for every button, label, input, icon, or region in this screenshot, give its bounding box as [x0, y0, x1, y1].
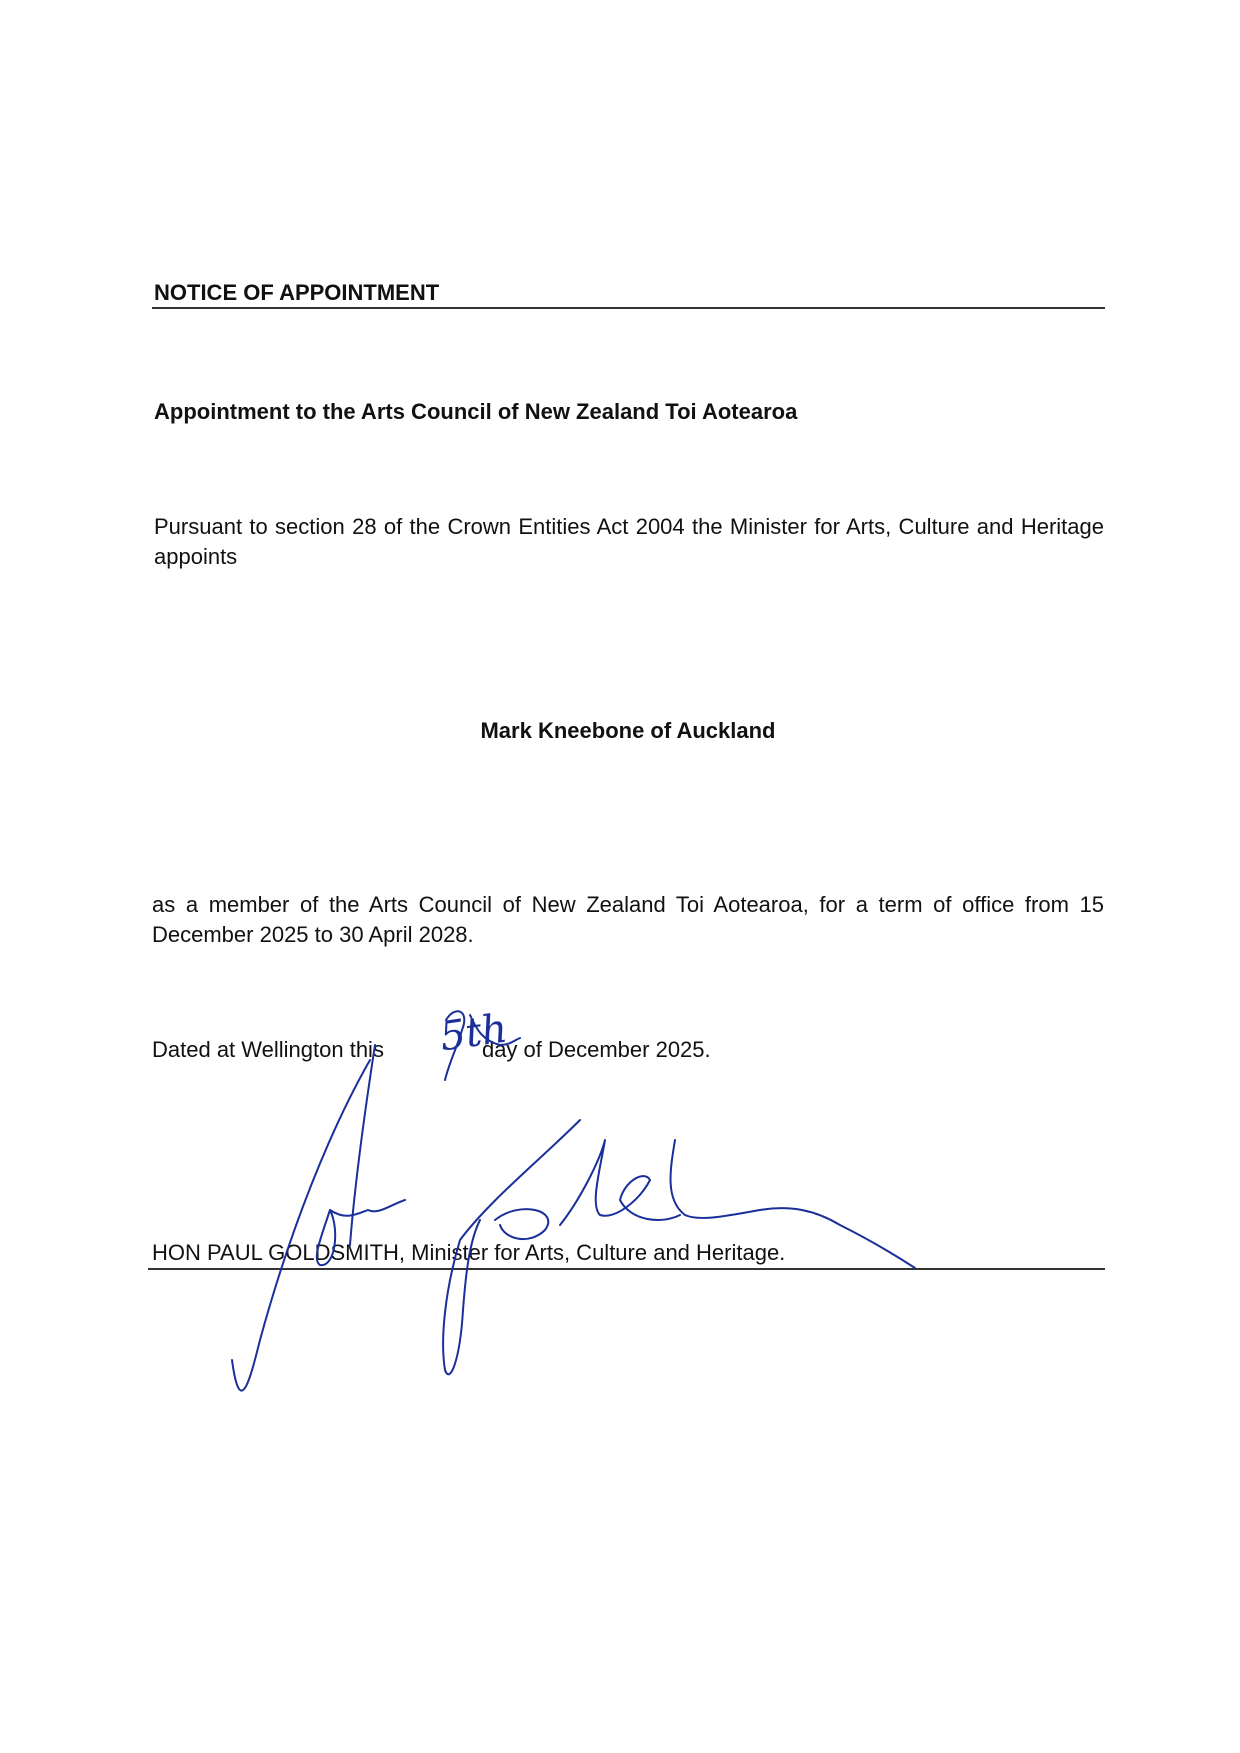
signature-stroke-o [495, 1140, 680, 1239]
title-rule [152, 307, 1105, 309]
signature-rule [148, 1268, 1105, 1270]
dated-prefix: Dated at Wellington this [152, 1037, 384, 1062]
signer-line: HON PAUL GOLDSMITH, Minister for Arts, Culture and Heritage. [152, 1240, 786, 1265]
signature-stroke-a [317, 1045, 405, 1265]
dated-line [152, 1035, 711, 1065]
signature-stroke-p [232, 1060, 370, 1391]
appointee-name: Mark Kneebone of Auckland [480, 718, 776, 743]
handwritten-day: 5th [437, 1005, 511, 1061]
notice-title: NOTICE OF APPOINTMENT [154, 280, 440, 305]
term-paragraph: as a member of the Arts Council of New Zealand Toi Aotearoa, for a term of office from 15 December 2025 to 30 April 2028. [152, 892, 1104, 947]
pursuant-paragraph: Pursuant to section 28 of the Crown Entities Act 2004 the Minister for Arts, Culture and Heritage appoints [154, 514, 1104, 569]
dated-suffix: day of December 2025. [481, 1037, 711, 1062]
appointment-heading: Appointment to the Arts Council of New Zealand Toi Aotearoa [154, 399, 798, 424]
